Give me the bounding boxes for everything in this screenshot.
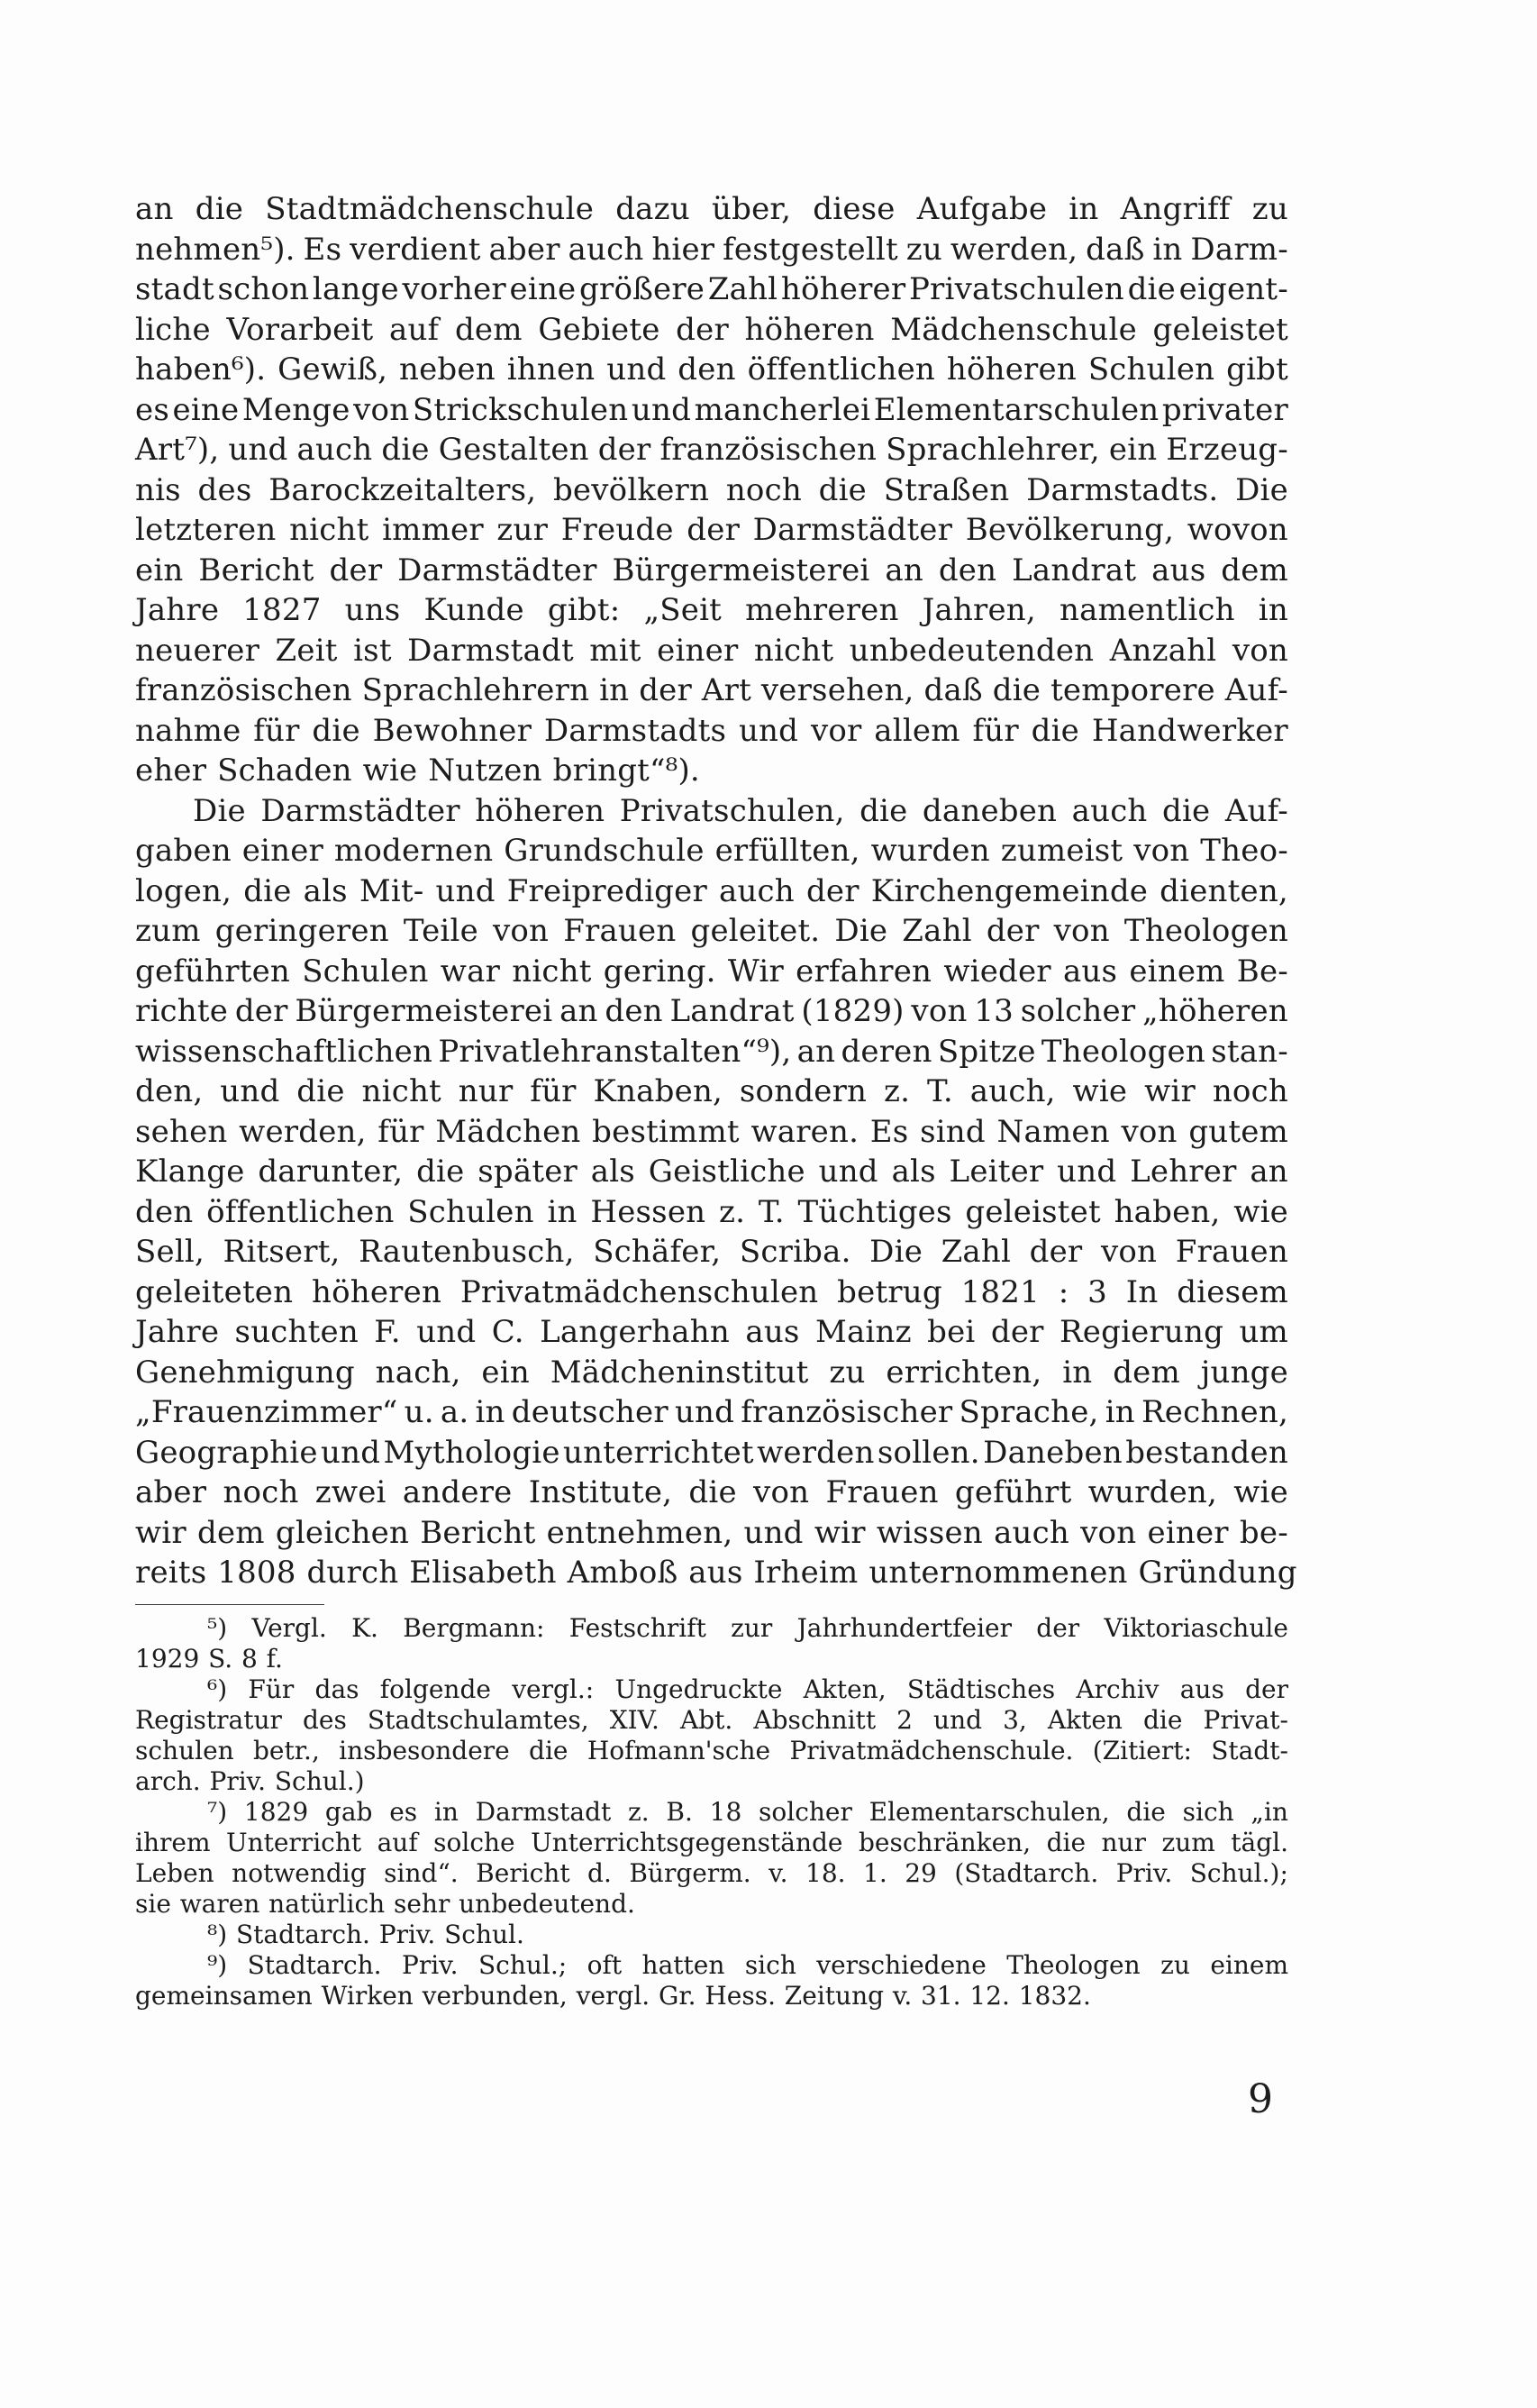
body-text-line: es eine Menge von Strickschulen und mancherlei Elementarschulen privater: [135, 391, 1288, 428]
body-text-line: Die Darmstädter höheren Privatschulen, die daneben auch die Auf-: [193, 792, 1288, 829]
body-text-line: wissenschaftlichen Privatlehranstalten“⁹), an deren Spitze Theologen stan-: [135, 1033, 1288, 1070]
footnote-line: sie waren natürlich sehr unbedeutend.: [135, 1889, 635, 1919]
body-text-line: stadt schon lange vorher eine größere Zahl höherer Privatschulen die eigent-: [135, 271, 1288, 307]
body-text-line: aber noch zwei andere Institute, die von Frauen geführt wurden, wie: [135, 1474, 1288, 1510]
footnote-line: ihrem Unterricht auf solche Unterrichtsgegenstände beschränken, die nur zum tägl.: [135, 1828, 1288, 1857]
body-text-line: französischen Sprachlehrern in der Art versehen, daß die temporere Auf-: [135, 672, 1288, 708]
body-text-line: eher Schaden wie Nutzen bringt“⁸).: [135, 752, 700, 789]
body-text-line: wir dem gleichen Bericht entnehmen, und wir wissen auch von einer be-: [135, 1514, 1288, 1551]
footnote-line: ⁹) Stadtarch. Priv. Schul.; oft hatten sich verschiedene Theologen zu einem: [207, 1950, 1288, 1980]
body-text-line: liche Vorarbeit auf dem Gebiete der höheren Mädchenschule geleistet: [135, 311, 1288, 348]
page-number: 9: [1248, 2076, 1273, 2122]
body-text-line: Geographie und Mythologie unterrichtet werden sollen. Daneben bestanden: [135, 1434, 1288, 1471]
footnote-line: ⁷) 1829 gab es in Darmstadt z. B. 18 solcher Elementarschulen, die sich „in: [207, 1797, 1288, 1827]
body-text-line: ein Bericht der Darmstädter Bürgermeisterei an den Landrat aus dem: [135, 552, 1288, 588]
footnote-line: Leben notwendig sind“. Bericht d. Bürgerm. v. 18. 1. 29 (Stadtarch. Priv. Schul.);: [135, 1858, 1288, 1888]
body-text-line: an die Stadtmädchenschule dazu über, diese Aufgabe in Angriff zu: [135, 191, 1288, 227]
body-text-line: richte der Bürgermeisterei an den Landrat (1829) von 13 solcher „höheren: [135, 993, 1288, 1029]
footnotes: [135, 1613, 1288, 2011]
body-text-line: „Frauenzimmer“ u. a. in deutscher und französischer Sprache, in Rechnen,: [135, 1394, 1288, 1430]
body-text-line: letzteren nicht immer zur Freude der Darmstädter Bevölkerung, wovon: [135, 512, 1288, 548]
body-text-line: den, und die nicht nur für Knaben, sondern z. T. auch, wie wir noch: [135, 1073, 1288, 1109]
footnote-line: 1929 S. 8 f.: [135, 1644, 283, 1674]
footnote-line: ⁶) Für das folgende vergl.: Ungedruckte Akten, Städtisches Archiv aus der: [207, 1674, 1288, 1704]
body-text-line: geleiteten höheren Privatmädchenschulen betrug 1821 : 3 In diesem: [135, 1273, 1288, 1310]
body-text-line: geführten Schulen war nicht gering. Wir erfahren wieder aus einem Be-: [135, 953, 1288, 990]
body-text-line: haben⁶). Gewiß, neben ihnen und den öffentlichen höheren Schulen gibt: [135, 351, 1288, 388]
body-text-line: Klange darunter, die später als Geistliche und als Leiter und Lehrer an: [135, 1154, 1288, 1190]
body-text-line: zum geringeren Teile von Frauen geleitet. Die Zahl der von Theologen: [135, 913, 1288, 949]
footnote-line: gemeinsamen Wirken verbunden, vergl. Gr. Hess. Zeitung v. 31. 12. 1832.: [135, 1981, 1091, 2011]
footnote-line: schulen betr., insbesondere die Hofmann'sche Privatmädchenschule. (Zitiert: Stadt-: [135, 1736, 1288, 1765]
body-text-line: Genehmigung nach, ein Mädcheninstitut zu errichten, in dem junge: [135, 1354, 1288, 1391]
body-text-line: reits 1808 durch Elisabeth Amboß aus Irheim unternommenen Gründung: [135, 1555, 1297, 1591]
body-text-line: gaben einer modernen Grundschule erfüllten, wurden zumeist von Theo-: [135, 833, 1288, 869]
body-text-line: Sell, Ritsert, Rautenbusch, Schäfer, Scriba. Die Zahl der von Frauen: [135, 1234, 1288, 1270]
footnote-line: ⁸) Stadtarch. Priv. Schul.: [207, 1920, 524, 1949]
body-text-line: Art⁷), und auch die Gestalten der französischen Sprachlehrer, ein Erzeug-: [135, 432, 1288, 468]
body-text-line: Jahre 1827 uns Kunde gibt: „Seit mehreren Jahren, namentlich in: [135, 592, 1288, 628]
body-text-line: logen, die als Mit- und Freiprediger auch der Kirchengemeinde dienten,: [135, 872, 1288, 909]
body-text-line: nis des Barockzeitalters, bevölkern noch die Straßen Darmstadts. Die: [135, 471, 1288, 508]
body-text-line: neuerer Zeit ist Darmstadt mit einer nicht unbedeutenden Anzahl von: [135, 632, 1288, 669]
footnote-line: Registratur des Stadtschulamtes, XIV. Abt. Abschnitt 2 und 3, Akten die Privat-: [135, 1705, 1288, 1735]
body-text-line: sehen werden, für Mädchen bestimmt waren. Es sind Namen von gutem: [135, 1113, 1288, 1150]
body-text-line: nahme für die Bewohner Darmstadts und vor allem für die Handwerker: [135, 712, 1288, 749]
body-text-line: den öffentlichen Schulen in Hessen z. T. Tüchtiges geleistet haben, wie: [135, 1193, 1288, 1230]
body-text-line: nehmen⁵). Es verdient aber auch hier festgestellt zu werden, daß in Darm-: [135, 231, 1288, 268]
body-text-line: Jahre suchten F. und C. Langerhahn aus Mainz bei der Regierung um: [135, 1314, 1288, 1350]
footnote-divider: [135, 1604, 324, 1605]
body-text: [135, 189, 1297, 1593]
footnote-line: ⁵) Vergl. K. Bergmann: Festschrift zur Jahrhundertfeier der Viktoriaschule: [207, 1613, 1288, 1643]
footnote-line: arch. Priv. Schul.): [135, 1766, 365, 1796]
